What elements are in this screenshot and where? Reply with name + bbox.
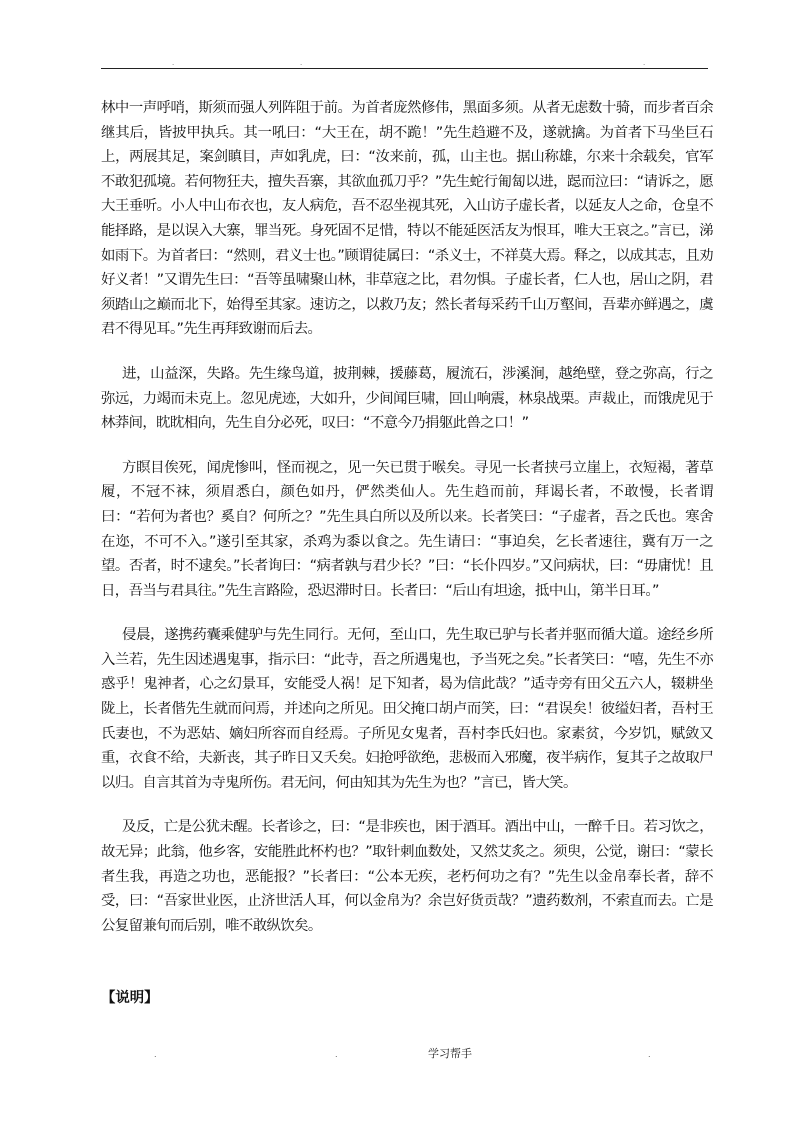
footer-dot: . bbox=[648, 1050, 651, 1059]
paragraph-tiger: 进，山益深，失路。先生缘鸟道，披荆棘，援藤葛，履流石，涉溪涧，越绝壁，登之弥高，行之弥远，力竭而未克上。忽见虎迹，大如升，少间闻巨啸，回山响震，林泉战栗。声裁止，而饿虎见于林莽间，眈眈相向，先生自分必死，叹曰：“不意今乃捐躯此兽之口！” bbox=[101, 365, 713, 432]
paragraph-bandit-encounter: 林中一声呼哨，斯须而强人列阵阻于前。为首者庞然修伟，黑面多须。从者无虑数十骑，而步者百余继其后，皆披甲执兵。其一吼曰：“大王在，胡不跪！”先生趋避不及，遂就擒。为首者下马坐巨石上，两展其足，案剑瞋目，声如乳虎，曰：“汝来前，孤，山主也。据山称雄，尔来十余载矣，官军不敢犯孤境。若何物狂夫，擅失吾寨，其欲血孤刀乎？”先生蛇行匍匐以进，跽而泣曰：“请诉之，愿大王垂听。小人中山布衣也，友人病危，吾不忍坐视其死，入山访子虚长者，以延友人之命，仓皇不能择路，是以误入大寨，罪当死。身死固不足惜，特以不能延医活友为恨耳，唯大王哀之。”言已，涕如雨下。为首者曰：“然则，君义士也。”顾谓徒属曰：“杀义士，不祥莫大焉。释之，以成其志，且劝好义者！”又谓先生曰：“吾等虽啸聚山林，非草寇之比，君勿惧。子虚长者，仁人也，居山之阴，君须踏山之巅而北下，始得至其家。速访之，以救乃友；然长者每采药千山万壑间，吾辈亦鲜遇之，虞君不得见耳。”先生再拜致谢而后去。 bbox=[101, 100, 713, 338]
header-rule bbox=[101, 68, 708, 69]
section-heading-explanation: 【说明】 bbox=[101, 990, 159, 1006]
header-dot: . bbox=[643, 59, 646, 67]
footer-dot: . bbox=[154, 1050, 157, 1059]
paragraph-elder: 方瞑目俟死，闻虎惨叫，怪而视之，见一矢已贯于喉矣。寻见一长者挟弓立崖上，衣短褐，著草履，不冠不袜，须眉悉白，颜色如丹，俨然类仙人。先生趋而前，拜谒长者，不敢慢，长者谓曰：“若何为者也？奚自？何所之？”先生具白所以及所以来。长者笑曰：“子虚者，吾之氏也。寒舍在迩，不可不入。”遂引至其家，杀鸡为黍以食之。先生请曰：“事迫矣，乞长者速往，冀有万一之望。否者，时不逮矣。”长者询曰：“病者孰与君少长？”曰：“长仆四岁。”又问病状，曰：“毋庸忧！且日，吾当与君具往。”先生言路险，恐迟滞时日。长者曰：“后山有坦途，抵中山，第半日耳。” bbox=[101, 459, 713, 599]
footer-dot: . bbox=[335, 1050, 338, 1059]
footer-text: 学习帮手 bbox=[428, 1047, 472, 1060]
document-body bbox=[101, 96, 713, 958]
paragraph-return: 及反，亡是公犹未醒。长者诊之，曰：“是非疾也，困于酒耳。酒出中山，一醉千日。若习饮之，故无异；此翁，他乡客，安能胜此杯杓也？”取针刺血数处，又然艾炙之。须臾，公觉，谢曰：“蒙长者生我，再造之功也，恶能报？”长者曰：“公本无疾，老朽何功之有？”先生以金帛奉长者，辞不受，曰：“吾家世业医，止济世活人耳，何以金帛为？余岂好货贡哉？”遗药数剂，不索直而去。亡是公复留兼旬而后别，唯不敢纵饮矣。 bbox=[101, 819, 713, 934]
header-dot: . bbox=[300, 59, 303, 67]
paragraph-temple: 侵晨，遂携药囊乘健驴与先生同行。无何，至山口，先生取已驴与长者并驱而循大道。途经乡所入兰若，先生因述遇鬼事，指示曰：“此寺，吾之所遇鬼也，予当死之矣。”长者笑曰：“嘻，先生不亦惑乎！鬼神者，心之幻景耳，安能受人祸！足下知者，曷为信此哉？”适寺旁有田父五六人，辍耕坐陇上，长者偕先生就而问焉，并述向之所见。田父掩口胡卢而笑，曰：“君误矣！彼缢妇者，吾村王氏妻也，不为恶姑、嫡妇所容而自经焉。子所见女鬼者，吾村李氏妇也。家素贫，今岁饥，赋敛又重，衣食不给，夫新丧，其子昨日又夭矣。妇抢呼欲绝，悲极而入邪魔，夜半病作，复其子之故取尸以归。自言其首为寺鬼所伤。君无问，何由知其为先生为也？”言已，皆大笑。 bbox=[101, 627, 713, 791]
header-dot: . bbox=[172, 59, 175, 67]
